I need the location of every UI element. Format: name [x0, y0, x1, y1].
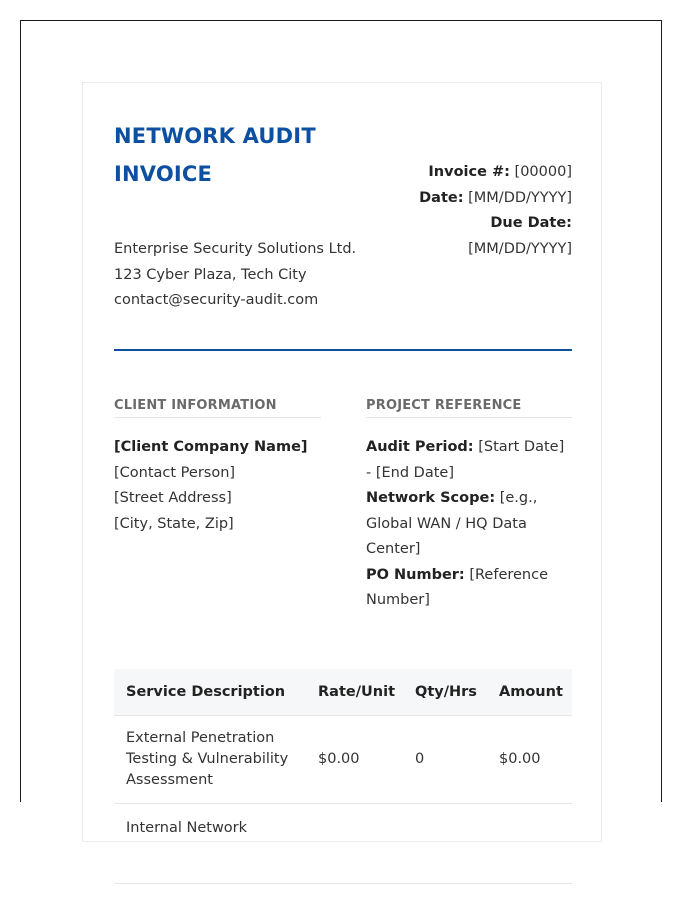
row-amount: $0.00: [499, 751, 541, 767]
table-row: [114, 716, 572, 804]
table-header: [114, 669, 572, 716]
invoice-date-label: Date:: [419, 189, 464, 206]
po-number: [366, 563, 572, 614]
invoice-title: [114, 117, 354, 193]
row-qty: 0: [415, 751, 425, 767]
invoice-card: [82, 82, 602, 842]
row-description: Internal Network: [126, 820, 248, 836]
invoice-date-value: [MM/DD/YYYY]: [468, 189, 572, 206]
due-date-value-line: [382, 237, 572, 263]
row-description: External Penetration Testing & Vulnerability Assessment: [126, 730, 289, 788]
due-date-label-line: [382, 211, 572, 237]
client-info: [114, 435, 324, 537]
client-city-state-zip: [City, State, Zip]: [114, 515, 234, 532]
company-email: contact@security-audit.com: [114, 292, 319, 308]
invoice-meta: [382, 160, 572, 262]
title-line-1: NETWORK AUDIT: [114, 124, 316, 148]
due-date-label: Due Date:: [490, 215, 572, 231]
company-address: 123 Cyber Plaza, Tech City: [114, 266, 307, 283]
po-number-label: PO Number:: [366, 566, 465, 583]
column-header-qty: Qty/Hrs: [415, 684, 477, 700]
due-date-value: [MM/DD/YYYY]: [468, 240, 572, 257]
invoice-number-line: [382, 160, 572, 186]
invoice-date-line: [382, 186, 572, 212]
column-header-rate: Rate/Unit: [318, 684, 396, 700]
company-info: [114, 237, 356, 314]
row-rate: $0.00: [318, 751, 360, 767]
network-scope-value: [e.g., Global WAN / HQ Data Center]: [366, 490, 538, 557]
client-info-heading: CLIENT INFORMATION: [114, 398, 321, 418]
invoice-number-label: Invoice #:: [428, 164, 510, 180]
client-company-name: [Client Company Name]: [114, 439, 308, 455]
company-name: Enterprise Security Solutions Ltd.: [114, 241, 357, 257]
client-contact-person: [Contact Person]: [114, 464, 236, 481]
network-scope-label: Network Scope:: [366, 490, 496, 506]
audit-period: [366, 435, 572, 486]
po-number-value: [Reference Number]: [366, 566, 549, 608]
header-divider: [114, 349, 572, 351]
document-frame: [20, 20, 662, 836]
column-header-amount: Amount: [499, 684, 563, 700]
services-table: [114, 669, 572, 884]
project-reference-heading: PROJECT REFERENCE: [366, 398, 572, 418]
audit-period-label: Audit Period:: [366, 439, 474, 455]
table-row: [114, 804, 572, 884]
client-street-address: [Street Address]: [114, 490, 232, 506]
project-reference: [366, 435, 572, 614]
column-header-description: Service Description: [126, 684, 286, 700]
audit-period-value: [Start Date] - [End Date]: [366, 439, 565, 481]
invoice-number-value: [00000]: [514, 164, 572, 180]
network-scope: [366, 486, 572, 563]
title-line-2: INVOICE: [114, 162, 213, 186]
